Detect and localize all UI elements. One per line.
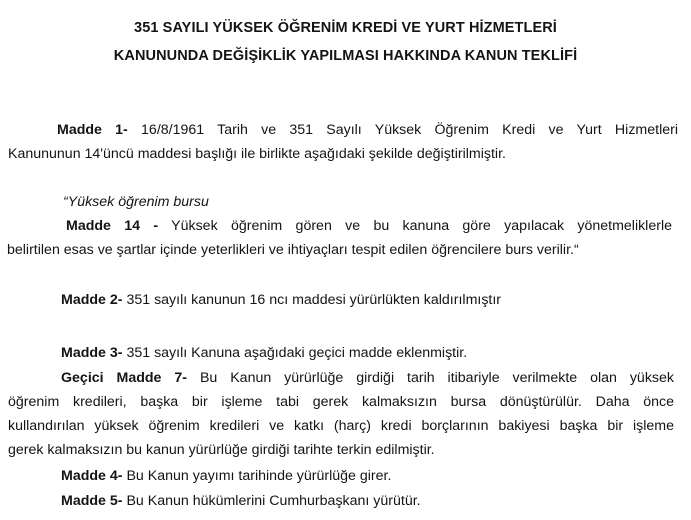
madde-2-text: 351 sayılı kanunun 16 ncı maddesi yürürlükten kaldırılmıştır (126, 292, 502, 308)
madde-1-first-line (57, 122, 678, 138)
gecici-madde-7-text-line-3: kullandırılan yüksek öğrenim kredileri ve katkı (harç) kredi borçlarının bakiyesi başka bir işleme (8, 418, 674, 434)
madde-1-text-line-2: Kanununun 14'üncü maddesi başlığı ile birlikte aşağıdaki şekilde değiştirilmiştir. (8, 146, 506, 162)
gecici-madde-7-text-line-1: Bu Kanun yürürlüğe girdiği tarih itibariyle verilmekte olan yüksek (199, 370, 674, 386)
gecici-madde-7-text-line-2: öğrenim kredileri, başka bir işleme tabi gerek kalmaksızın bursa dönüştürülür. Daha önce (8, 394, 674, 410)
madde-2-line (61, 292, 501, 308)
madde-2-label: Madde 2- (61, 292, 123, 308)
gecici-madde-7-first-line (61, 370, 674, 386)
quote-text-line-1: Yüksek öğrenim gören ve bu kanuna göre yapılacak yönetmeliklerle (171, 218, 672, 234)
madde-3-text: 351 sayılı Kanuna aşağıdaki geçici madde eklenmiştir. (126, 345, 468, 361)
gecici-madde-7-label: Geçici Madde 7- (61, 370, 187, 386)
madde-3-label: Madde 3- (61, 345, 123, 361)
quote-madde-14-label: Madde 14 - (66, 218, 159, 234)
gecici-madde-7-text-line-4: gerek kalmaksızın bu kanun yürürlüğe girdiği tarihte terkin edilmiştir. (8, 442, 435, 458)
madde-1-label: Madde 1- (57, 122, 128, 138)
quote-heading: “Yüksek öğrenim bursu (63, 194, 209, 210)
madde-4-line (61, 468, 391, 484)
quote-text-line-2: belirtilen esas ve şartlar içinde yeterlikleri ve ihtiyaçları tespit edilen öğrencilere burs verilir.“ (7, 242, 579, 258)
madde-1-text-line-1: 16/8/1961 Tarih ve 351 Sayılı Yüksek Öğrenim Kredi ve Yurt Hizmetleri (141, 122, 678, 138)
madde-5-label: Madde 5- (61, 493, 123, 509)
madde-3-line (61, 345, 467, 361)
madde-5-text: Bu Kanun hükümlerini Cumhurbaşkanı yürütür. (126, 493, 421, 509)
madde-5-line (61, 493, 421, 509)
document-title-line-1: 351 SAYILI YÜKSEK ÖĞRENİM KREDİ VE YURT HİZMETLERİ (134, 20, 557, 36)
document-title-line-2: KANUNUNDA DEĞİŞİKLİK YAPILMASI HAKKINDA KANUN TEKLİFİ (113, 48, 578, 64)
madde-4-text: Bu Kanun yayımı tarihinde yürürlüğe girer. (126, 468, 392, 484)
madde-4-label: Madde 4- (61, 468, 123, 484)
quote-madde-14-first-line (66, 218, 672, 234)
